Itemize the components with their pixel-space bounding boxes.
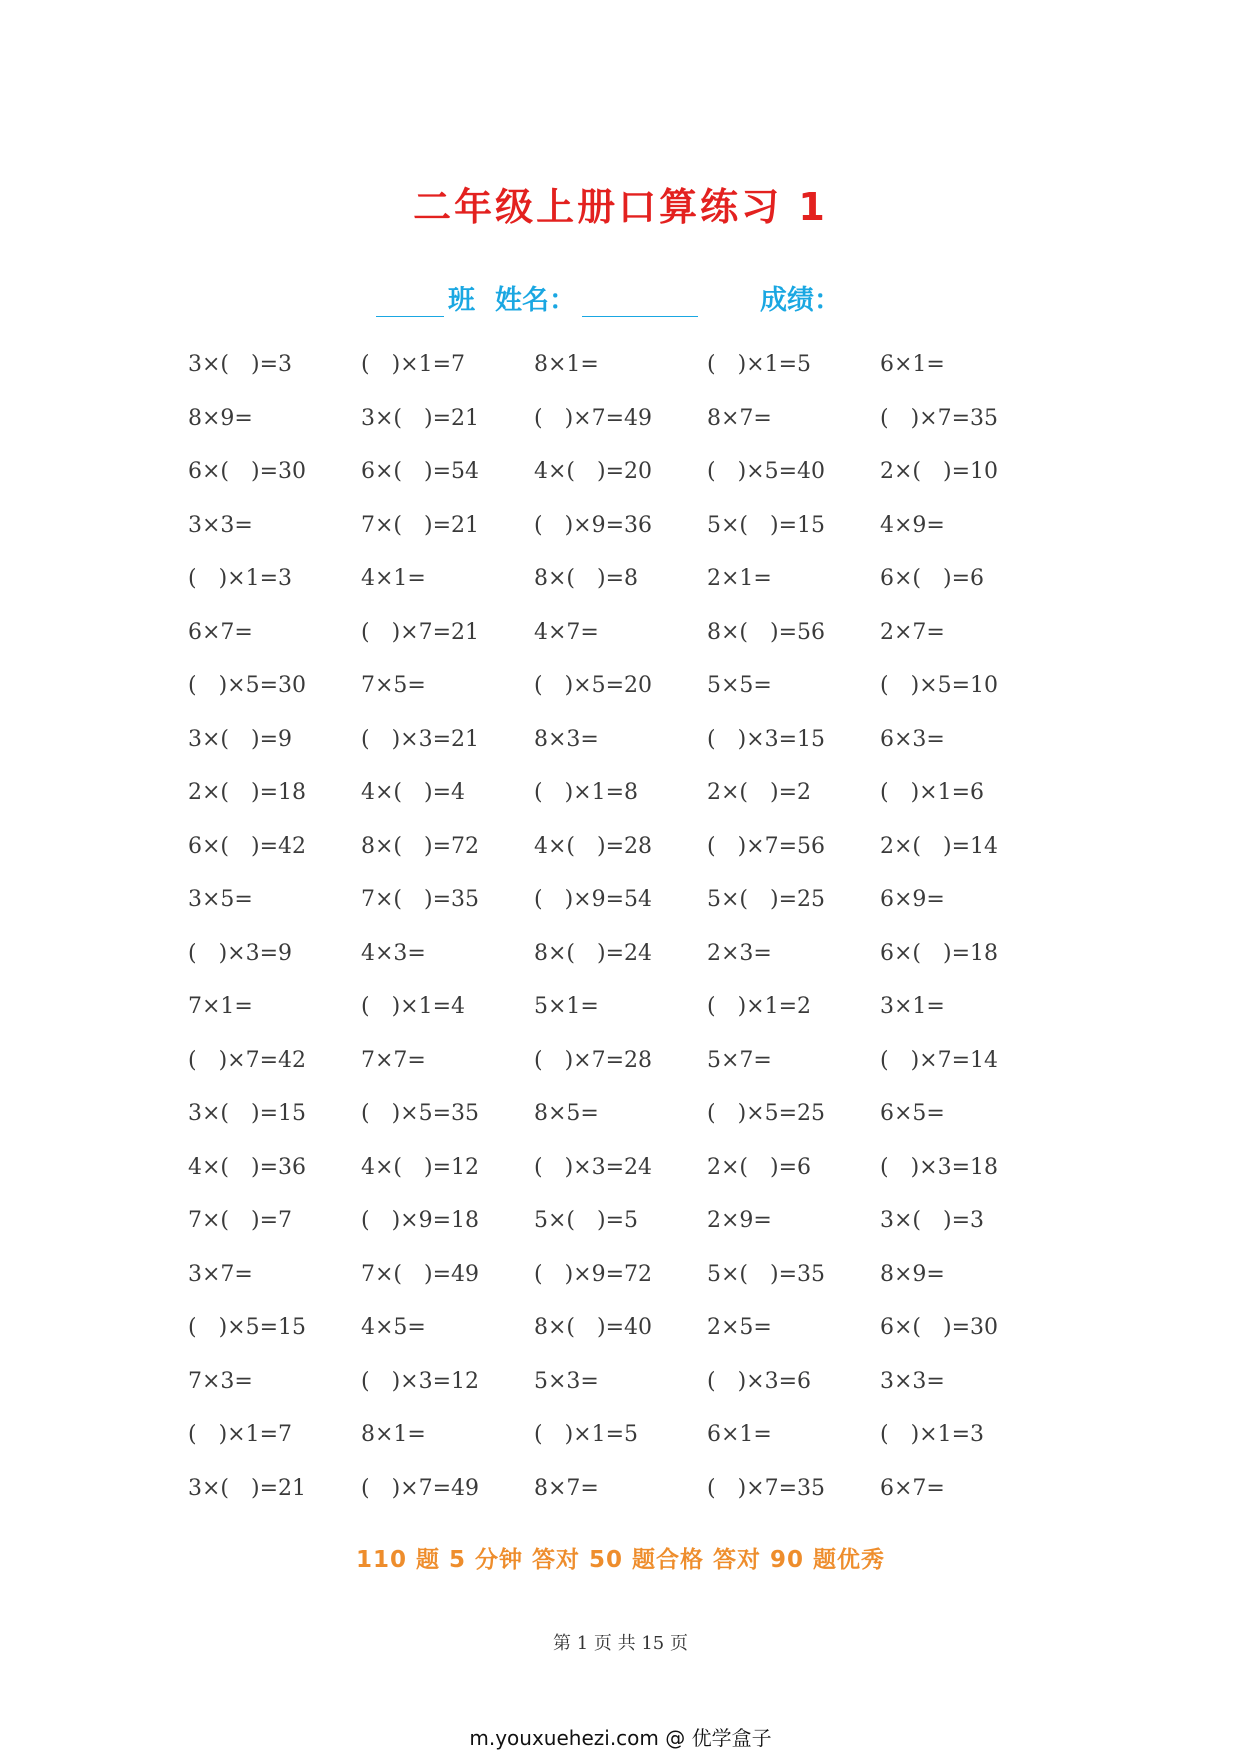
problem-item: 6×7= xyxy=(188,619,253,645)
problem-item: 4×7= xyxy=(534,619,599,645)
problem-item: 4×( )=36 xyxy=(188,1154,307,1180)
problem-item: 2×1= xyxy=(707,566,772,591)
problem-item: 7×( )=21 xyxy=(361,512,480,538)
problem-item: 2×5= xyxy=(707,1315,772,1340)
problem-item: ( )×7=42 xyxy=(188,1047,307,1073)
problem-item: ( )×5=25 xyxy=(707,1101,826,1126)
page-number: 第 1 页 共 15 页 xyxy=(553,1633,688,1654)
problem-item: 5×5= xyxy=(707,673,772,698)
problem-item: ( )×7=35 xyxy=(880,405,999,431)
problem-item: 6×( )=54 xyxy=(361,459,480,484)
problem-item: ( )×7=14 xyxy=(880,1047,999,1073)
problem-grid xyxy=(188,348,1068,1525)
problem-item: 6×3= xyxy=(880,726,945,752)
problem-item: ( )×7=49 xyxy=(534,405,653,431)
problem-item: ( )×7=49 xyxy=(361,1475,480,1501)
problem-item: 4×5= xyxy=(361,1315,426,1340)
problem-item: ( )×5=35 xyxy=(361,1101,480,1126)
problem-item: 7×5= xyxy=(361,673,426,698)
problem-item: ( )×3=21 xyxy=(361,726,480,752)
problem-item: ( )×3=9 xyxy=(188,940,293,966)
problem-item: ( )×3=12 xyxy=(361,1368,480,1394)
problem-item: 2×( )=14 xyxy=(880,833,999,859)
problem-item: 6×7= xyxy=(880,1475,945,1501)
problem-item: 6×( )=30 xyxy=(880,1315,999,1340)
problem-item: 6×5= xyxy=(880,1101,945,1126)
problem-item: 3×( )=21 xyxy=(361,405,480,431)
problem-item: 4×( )=12 xyxy=(361,1154,480,1180)
problem-item: 6×1= xyxy=(707,1422,772,1447)
problem-item: ( )×1=7 xyxy=(188,1422,293,1447)
problem-item: 3×( )=9 xyxy=(188,726,293,752)
problem-item: ( )×1=7 xyxy=(361,352,466,377)
problem-item: 6×1= xyxy=(880,352,945,377)
problem-item: 7×3= xyxy=(188,1368,253,1394)
problem-item: 8×3= xyxy=(534,726,599,752)
scoring-note: 110 题 5 分钟 答对 50 题合格 答对 90 题优秀 xyxy=(355,1547,886,1573)
problem-item: 8×( )=8 xyxy=(534,566,639,591)
class-blank xyxy=(376,290,444,317)
problem-item: ( )×7=56 xyxy=(707,833,826,859)
problem-item: 2×( )=10 xyxy=(880,459,999,484)
problem-item: 5×1= xyxy=(534,994,599,1019)
problem-item: ( )×5=15 xyxy=(188,1315,307,1340)
site-watermark: m.youxuehezi.com @ 优学盒子 xyxy=(469,1726,772,1750)
problem-item: 8×7= xyxy=(534,1475,599,1501)
problem-item: 8×5= xyxy=(534,1101,599,1126)
problem-item: 7×7= xyxy=(361,1047,426,1073)
problem-item: ( )×5=10 xyxy=(880,673,999,698)
problem-item: ( )×1=4 xyxy=(361,994,466,1019)
problem-item: ( )×1=5 xyxy=(534,1422,639,1447)
problem-item: 5×7= xyxy=(707,1047,772,1073)
problem-item: 8×( )=24 xyxy=(534,940,653,966)
problem-item: 3×( )=3 xyxy=(880,1208,985,1233)
problem-item: ( )×9=54 xyxy=(534,887,653,912)
problem-item: 3×7= xyxy=(188,1261,253,1287)
problem-item: ( )×9=72 xyxy=(534,1261,653,1287)
problem-item: 4×9= xyxy=(880,512,945,538)
problem-item: 3×3= xyxy=(188,512,253,538)
problem-item: 4×3= xyxy=(361,940,426,966)
name-label: 姓名： xyxy=(495,285,576,316)
problem-item: ( )×9=18 xyxy=(361,1208,480,1233)
problem-item: 3×( )=3 xyxy=(188,352,293,377)
worksheet-title: 二年级上册口算练习 1 xyxy=(413,185,828,229)
problem-item: 3×1= xyxy=(880,994,945,1019)
problem-item: 7×( )=7 xyxy=(188,1208,293,1233)
problem-item: 5×( )=25 xyxy=(707,887,826,912)
problem-item: 2×7= xyxy=(880,619,945,645)
problem-item: ( )×3=24 xyxy=(534,1154,653,1180)
problem-item: 6×( )=6 xyxy=(880,566,985,591)
problem-item: 8×1= xyxy=(534,352,599,377)
problem-item: ( )×1=3 xyxy=(188,566,293,591)
problem-item: 8×9= xyxy=(880,1261,945,1287)
problem-item: 2×9= xyxy=(707,1208,772,1233)
problem-item: 4×( )=4 xyxy=(361,780,466,805)
problem-item: 5×( )=15 xyxy=(707,512,826,538)
problem-item: 7×1= xyxy=(188,994,253,1019)
problem-item: 2×( )=6 xyxy=(707,1154,812,1180)
problem-item: 4×1= xyxy=(361,566,426,591)
problem-item: ( )×5=30 xyxy=(188,673,307,698)
problem-item: 6×9= xyxy=(880,887,945,912)
student-info-line xyxy=(376,278,841,317)
problem-item: ( )×1=3 xyxy=(880,1422,985,1447)
class-label: 班 xyxy=(448,285,475,316)
problem-item: 8×( )=40 xyxy=(534,1315,653,1340)
problem-item: 8×7= xyxy=(707,405,772,431)
problem-item: 5×( )=5 xyxy=(534,1208,639,1233)
problem-item: ( )×3=6 xyxy=(707,1368,812,1394)
name-blank xyxy=(582,290,698,317)
problem-item: 3×5= xyxy=(188,887,253,912)
problem-item: 4×( )=28 xyxy=(534,833,653,859)
problem-item: 2×3= xyxy=(707,940,772,966)
problem-item: 6×( )=30 xyxy=(188,459,307,484)
score-label: 成绩： xyxy=(760,285,841,316)
problem-item: 2×( )=18 xyxy=(188,780,307,805)
problem-item: 7×( )=49 xyxy=(361,1261,480,1287)
problem-item: 2×( )=2 xyxy=(707,780,812,805)
problem-item: ( )×5=40 xyxy=(707,459,826,484)
problem-item: 3×3= xyxy=(880,1368,945,1394)
problem-item: 6×( )=42 xyxy=(188,833,307,859)
problem-item: 8×( )=56 xyxy=(707,619,826,645)
problem-item: 3×( )=15 xyxy=(188,1101,307,1126)
problem-item: 6×( )=18 xyxy=(880,940,999,966)
problem-item: ( )×5=20 xyxy=(534,673,653,698)
problem-item: ( )×3=18 xyxy=(880,1154,999,1180)
problem-item: 3×( )=21 xyxy=(188,1475,307,1501)
problem-item: 4×( )=20 xyxy=(534,459,653,484)
problem-item: 8×( )=72 xyxy=(361,833,480,859)
problem-item: ( )×9=36 xyxy=(534,512,653,538)
problem-item: ( )×1=8 xyxy=(534,780,639,805)
problem-item: ( )×7=21 xyxy=(361,619,480,645)
problem-item: ( )×1=5 xyxy=(707,352,812,377)
problem-item: 5×3= xyxy=(534,1368,599,1394)
problem-item: ( )×3=15 xyxy=(707,726,826,752)
problem-item: ( )×1=2 xyxy=(707,994,812,1019)
problem-item: ( )×7=28 xyxy=(534,1047,653,1073)
problem-item: 7×( )=35 xyxy=(361,887,480,912)
problem-item: ( )×1=6 xyxy=(880,780,985,805)
problem-item: 5×( )=35 xyxy=(707,1261,826,1287)
problem-item: 8×9= xyxy=(188,405,253,431)
problem-item: 8×1= xyxy=(361,1422,426,1447)
problem-item: ( )×7=35 xyxy=(707,1475,826,1501)
